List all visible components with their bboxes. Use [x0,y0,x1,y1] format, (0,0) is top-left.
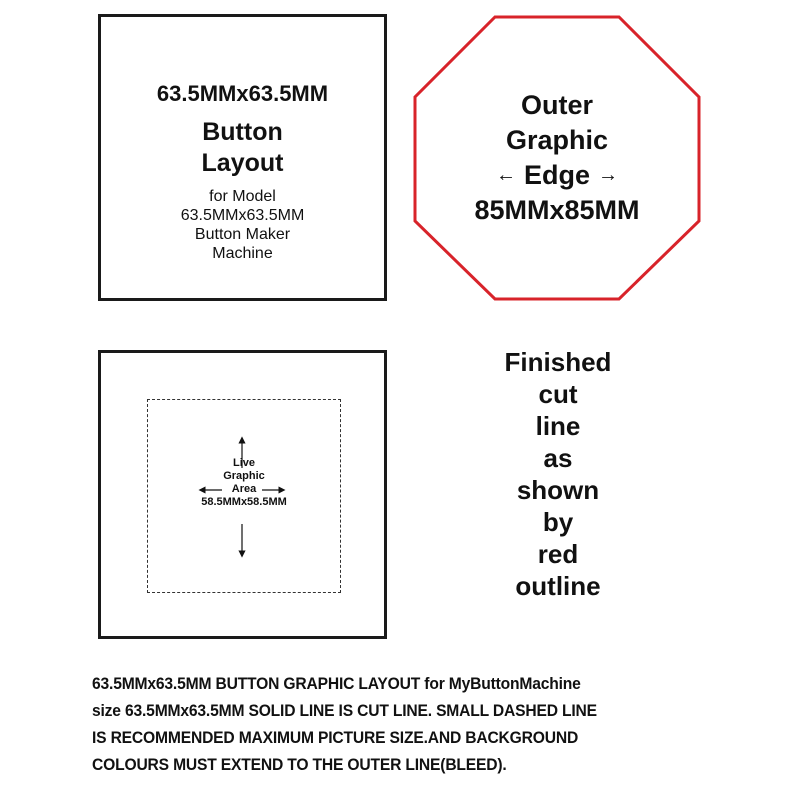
model-line-1: for Model [209,188,276,205]
button-layout-title [101,117,384,179]
model-line-3: Button Maker [194,226,291,243]
live-graphic-area [147,399,341,593]
title-line-button: Button [202,118,283,146]
title-line-layout: Layout [201,149,284,177]
button-size-label: 63.5MMx63.5MM [156,81,329,106]
cut-line-box [98,350,387,639]
note-line: cut [538,379,578,409]
caption-line: IS RECOMMENDED MAXIMUM PICTURE SIZE.AND BACKGROUND [92,728,579,747]
live-graphic-label [148,457,340,509]
note-line: red [537,539,579,569]
right-arrow-icon: → [598,164,618,186]
live-size-label: 58.5MMx58.5MM [201,496,287,508]
layout-caption [92,670,681,778]
outer-graphic-edge-label [413,88,701,228]
model-description [101,187,384,263]
octagon-line-graphic: Graphic [505,125,609,155]
model-line-4: Machine [212,245,273,262]
octagon-line-edge: Edge [523,160,590,190]
note-line: Finished [504,347,612,377]
note-line: line [535,411,581,441]
model-line-2: 63.5MMx63.5MM [180,207,305,224]
caption-line: size 63.5MMx63.5MM SOLID LINE IS CUT LINE. SMALL DASHED LINE [92,701,597,720]
caption-line: 63.5MMx63.5MM BUTTON GRAPHIC LAYOUT for MyButtonMachine [92,674,581,693]
graphic-line: Graphic [223,470,265,482]
octagon-size-label: 85MMx85MM [474,195,640,225]
caption-line: COLOURS MUST EXTEND TO THE OUTER LINE(BLEED). [92,755,507,774]
area-line: Area [231,483,257,495]
note-line: by [542,507,574,537]
edge-row [413,158,701,193]
note-line: outline [515,571,601,601]
note-line: as [543,443,573,473]
left-arrow-icon: ← [495,164,516,186]
finished-cut-line-note [458,346,658,602]
octagon-line-outer: Outer [520,90,593,120]
note-line: shown [516,475,600,505]
live-line: Live [232,457,255,469]
button-layout-box [98,14,387,301]
